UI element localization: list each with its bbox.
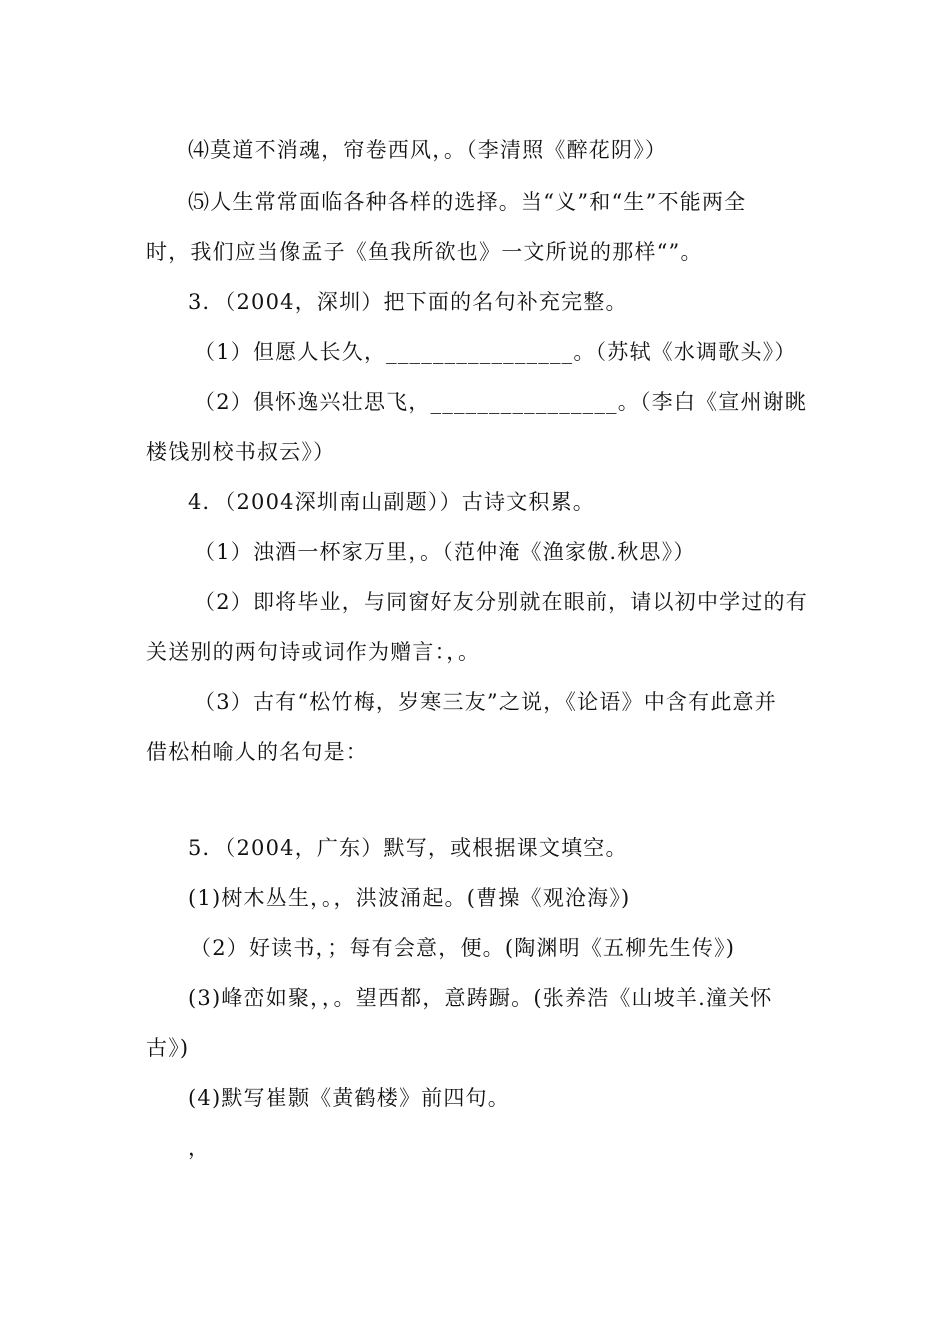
q4-item-2-line-1: （2）即将毕业，与同窗好友分别就在眼前，请以初中学过的有 (194, 590, 808, 614)
q4-item-3-line-1: （3）古有“松竹梅，岁寒三友”之说，《论语》中含有此意并 (194, 690, 777, 714)
q3-heading: 3．（2004，深圳）把下面的名句补充完整。 (188, 290, 628, 314)
q3-item-2-line-1: （2）俱怀逸兴壮思飞，________________。（李白《宣州谢眺 (194, 390, 808, 414)
q3-item-2-line-2: 楼饯别校书叔云》） (146, 440, 336, 464)
q5-item-2: （2）好读书，；每有会意，便。(陶渊明《五柳先生传》) (190, 936, 736, 960)
q5-item-3-line-2: 古》) (146, 1036, 190, 1060)
answer-comma: ， (188, 1136, 211, 1160)
q2-item-4: ⑷莫道不消魂，帘卷西风，。（李清照《醉花阴》） (188, 138, 668, 162)
q4-item-1: （1）浊酒一杯家万里，。（范仲淹《渔家傲.秋思》） (194, 540, 696, 564)
q2-item-5-line-1: ⑸人生常常面临各种各样的选择。当“义”和“生”不能两全 (188, 190, 747, 214)
q5-item-1: (1)树木丛生，。，洪波涌起。(曹操《观沧海》) (188, 886, 631, 910)
q5-item-3-line-1: (3)峰峦如聚，，。望西都，意踌蹰。(张养浩《山坡羊.潼关怀 (188, 986, 773, 1010)
q4-item-3-line-2: 借松柏喻人的名句是： (146, 740, 368, 764)
q4-item-2-line-2: 关送别的两句诗或词作为赠言：，。 (146, 640, 481, 664)
q3-item-1: （1）但愿人长久，________________。（苏轼《水调歌头》） (194, 340, 797, 364)
q4-heading: 4．（2004深圳南山副题））古诗文积累。 (188, 490, 596, 514)
q5-item-4: (4)默写崔颢《黄鹤楼》前四句。 (188, 1086, 510, 1110)
q2-item-5-line-2: 时，我们应当像孟子《鱼我所欲也》一文所说的那样“”。 (146, 240, 703, 264)
q5-heading: 5．（2004，广东）默写，或根据课文填空。 (188, 836, 628, 860)
